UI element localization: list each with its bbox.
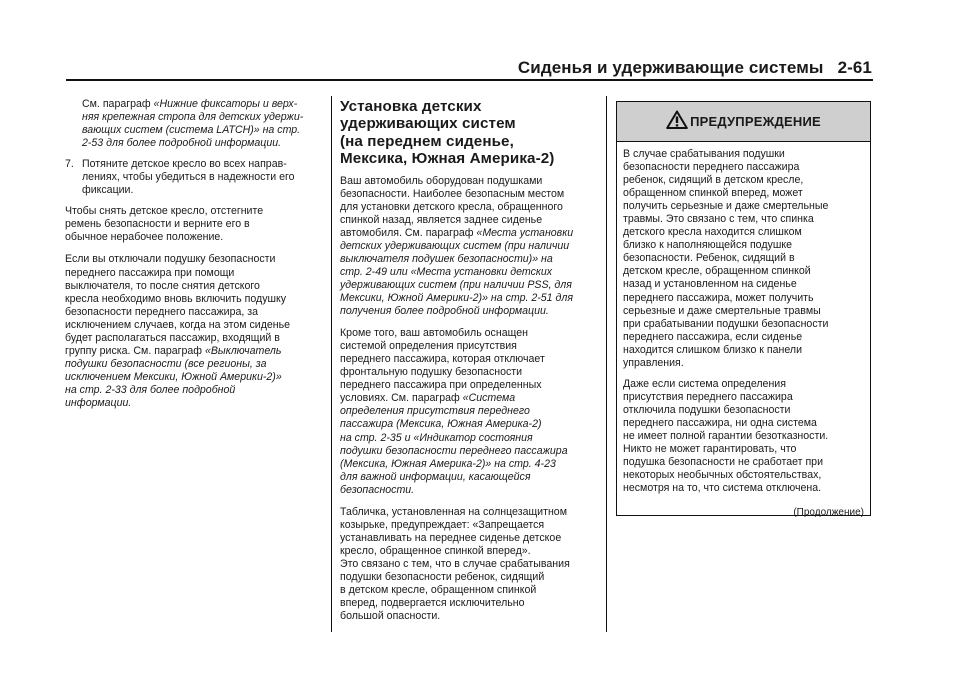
text-line: устанавливать на переднее сиденье детское bbox=[340, 531, 562, 544]
text-line bbox=[82, 137, 325, 150]
spacer bbox=[65, 244, 325, 253]
reference-span: подушки безопасности (все регионы, за bbox=[65, 357, 267, 370]
reference-span: подушки безопасности переднего пассажира bbox=[340, 444, 568, 457]
spacer bbox=[623, 370, 864, 378]
text-line: выключателя, то после снятия детского bbox=[65, 279, 260, 292]
text-line bbox=[82, 98, 325, 111]
warning-paragraph-1 bbox=[623, 148, 864, 370]
text-line: безопасности. Ребенок, сидящий в bbox=[623, 252, 795, 265]
reference-span: вающих систем (система LATCH)» на стр. bbox=[82, 124, 301, 137]
spacer bbox=[65, 197, 325, 205]
paragraph-occupant-sensing bbox=[340, 327, 595, 497]
text-line: Никто не может гарантировать, что bbox=[623, 443, 797, 456]
text-line: безопасности переднего пассажира, за bbox=[65, 305, 259, 318]
text-line: близко к наполняющейся подушке bbox=[623, 239, 792, 252]
text-line: лениях, чтобы убедиться в надежности его bbox=[82, 171, 295, 184]
text-line: фиксации. bbox=[82, 184, 134, 197]
reference-span: (Мексика, Южная Америка-2)» на стр. 4-23 bbox=[340, 457, 556, 470]
text-line bbox=[340, 392, 595, 405]
text-line bbox=[65, 384, 325, 397]
spacer bbox=[340, 318, 595, 327]
heading-line: Мексика, Южная Америка-2) bbox=[340, 150, 555, 168]
text-line bbox=[340, 227, 595, 240]
text-line: спинкой назад, является заднее сиденье bbox=[340, 213, 543, 226]
paragraph-sun-visor-label bbox=[340, 506, 595, 623]
text-line: Это связано с тем, что в случае срабатывания bbox=[340, 557, 570, 570]
reference-span: «Выключатель bbox=[204, 344, 282, 357]
text-line: переднего пассажира, если сиденье bbox=[623, 330, 803, 343]
text-line bbox=[65, 371, 325, 384]
text-span: условиях. См. параграф bbox=[340, 392, 463, 405]
page-header bbox=[500, 58, 872, 78]
text-line: системой определения присутствия bbox=[340, 340, 517, 353]
reference-span: получения более подробной информации. bbox=[340, 305, 549, 318]
paragraph-airbags bbox=[340, 175, 595, 319]
section-heading bbox=[340, 98, 595, 168]
text-line bbox=[340, 279, 595, 292]
reference-span: исключением Мексики, Южной Америки-2)» bbox=[65, 370, 282, 383]
text-line: переднего пассажира при помощи bbox=[65, 266, 235, 279]
text-line: Табличка, установленная на солнцезащитном bbox=[340, 505, 567, 518]
text-span: автомобиля. См. параграф bbox=[340, 226, 477, 239]
text-line bbox=[340, 305, 595, 318]
reference-span: Мексики, Южной Америки-2)» на стр. 2-51 для bbox=[340, 292, 574, 305]
heading-line: Установка детских bbox=[340, 98, 482, 115]
warning-triangle-icon bbox=[666, 110, 688, 129]
text-line bbox=[65, 358, 325, 371]
text-line: присутствия переднего пассажира bbox=[623, 390, 793, 403]
header-rule bbox=[66, 79, 873, 81]
reference-span: удерживающих систем (при наличии PSS, для bbox=[340, 279, 572, 291]
spacer bbox=[340, 497, 595, 506]
text-line: находится слишком близко к панели bbox=[623, 343, 802, 356]
reference-span: безопасности. bbox=[340, 483, 415, 496]
continued-note: (Продолжение) bbox=[793, 507, 864, 519]
text-line bbox=[82, 124, 325, 137]
latch-reference bbox=[65, 98, 325, 150]
middle-column bbox=[340, 98, 595, 623]
reference-span: выключателя подушек безопасности)» на bbox=[340, 252, 553, 265]
text-line: подушка безопасности не сработает при bbox=[623, 456, 823, 469]
text-line bbox=[340, 253, 595, 266]
text-line: травмы. Это связано с тем, что спинка bbox=[623, 213, 814, 226]
text-line: В случае срабатывания подушки bbox=[623, 148, 785, 160]
warning-title: ПРЕДУПРЕЖДЕНИЕ bbox=[690, 114, 821, 129]
text-line: подушки безопасности ребенок, сидящий bbox=[340, 570, 545, 583]
reference-span: 2-53 для более подробной информации. bbox=[82, 137, 282, 150]
text-line bbox=[65, 397, 325, 410]
text-line bbox=[340, 471, 595, 484]
text-line: Потяните детское кресло во всех направ- bbox=[82, 158, 287, 171]
warning-header bbox=[617, 102, 870, 142]
column-divider-right bbox=[606, 96, 607, 632]
text-line: ребенок, сидящий в детском кресле, bbox=[623, 174, 804, 187]
text-line bbox=[340, 458, 595, 471]
text-line: Кроме того, ваш автомобиль оснащен bbox=[340, 327, 528, 340]
text-line bbox=[340, 240, 595, 253]
reference-span: на стр. 2-33 для более подробной bbox=[65, 383, 236, 396]
paragraph-remove-seat bbox=[65, 205, 325, 244]
header-title: Сиденья и удерживающие системы bbox=[517, 58, 824, 77]
reference-span: няя крепежная стропа для детских удержи- bbox=[82, 111, 304, 124]
text-line: Чтобы снять детское кресло, отстегните bbox=[65, 205, 264, 218]
reference-span: «Места установки bbox=[476, 226, 574, 239]
text-line: переднего пассажира, ни одна система bbox=[623, 416, 817, 429]
step-7 bbox=[65, 158, 325, 197]
text-line bbox=[82, 111, 325, 124]
text-line bbox=[340, 432, 595, 445]
text-line: детском кресле, обращенном спинкой bbox=[623, 265, 811, 278]
text-line: не имеет полной гарантии безотказности. bbox=[623, 429, 829, 442]
heading-line: (на переднем сиденье, bbox=[340, 132, 514, 150]
left-column bbox=[65, 98, 325, 410]
text-line: фронтальную подушку безопасности bbox=[340, 366, 523, 379]
page-number: 2-61 bbox=[837, 58, 872, 77]
text-line: переднего пассажира, которая отключает bbox=[340, 353, 545, 366]
warning-paragraph-2 bbox=[623, 378, 864, 495]
warning-box bbox=[616, 101, 871, 519]
text-line: переднего пассажира при определенных bbox=[340, 379, 542, 392]
text-line bbox=[340, 484, 595, 497]
text-line: детского кресла находится слишком bbox=[623, 226, 802, 239]
reference-span: стр. 2-49 или «Места установки детских bbox=[340, 265, 553, 278]
text-line bbox=[340, 445, 595, 458]
text-line: отключила подушки безопасности bbox=[623, 403, 791, 416]
text-line: Если вы отключали подушку безопасности bbox=[65, 253, 276, 266]
reference-span: пассажира (Мексика, Южная Америка-2) bbox=[340, 418, 542, 431]
text-span: См. параграф bbox=[82, 98, 154, 110]
reference-span: на стр. 2-35 и «Индикатор состояния bbox=[340, 431, 533, 444]
text-span: группу риска. См. параграф bbox=[65, 344, 205, 357]
text-line: вперед, подвергается исключительно bbox=[340, 597, 525, 610]
text-line bbox=[340, 405, 595, 418]
text-line bbox=[340, 292, 595, 305]
text-line: Даже если система определения bbox=[623, 377, 786, 390]
reference-span: для важной информации, касающейся bbox=[340, 470, 531, 483]
text-line bbox=[340, 266, 595, 279]
text-line: большой опасности. bbox=[340, 610, 441, 623]
reference-span: «Нижние фиксаторы и верх- bbox=[153, 98, 298, 110]
reference-span: информации. bbox=[65, 396, 132, 409]
heading-line: удерживающих систем bbox=[340, 115, 516, 133]
text-line: управления. bbox=[623, 356, 684, 369]
reference-span: «Система bbox=[462, 392, 516, 405]
spacer bbox=[65, 150, 325, 158]
reference-span: детских удерживающих систем (при наличии bbox=[340, 239, 570, 252]
text-line: несмотря на то, что система отключена. bbox=[623, 482, 822, 495]
column-divider-left bbox=[331, 96, 332, 632]
text-line: некоторых необычных обстоятельствах, bbox=[623, 469, 822, 482]
text-line: козырьке, предупреждает: «Запрещается bbox=[340, 518, 545, 531]
text-line: для установки детского кресла, обращенного bbox=[340, 200, 563, 213]
text-line: кресло, обращенное спинкой вперед». bbox=[340, 544, 531, 557]
text-line: кресла необходимо вновь включить подушку bbox=[65, 292, 287, 305]
text-line: получить серьезные и даже смертельные bbox=[623, 200, 829, 213]
text-line bbox=[340, 418, 595, 431]
text-line: Ваш автомобиль оборудован подушками bbox=[340, 174, 543, 187]
text-line: серьезные и даже смертельные травмы bbox=[623, 304, 821, 317]
text-line bbox=[65, 345, 325, 358]
text-line: назад и установленном на сиденье bbox=[623, 278, 797, 291]
text-line: обычное нерабочее положение. bbox=[65, 231, 224, 244]
step-number: 7. bbox=[65, 158, 74, 171]
paragraph-airbag-switch bbox=[65, 253, 325, 410]
text-line: исключением случаев, когда на этом сиденье bbox=[65, 318, 291, 331]
text-line: обращенном спинкой вперед, может bbox=[623, 187, 803, 200]
warning-body bbox=[617, 142, 870, 519]
text-line: переднего пассажира, может получить bbox=[623, 291, 814, 304]
text-line: безопасности переднего пассажира bbox=[623, 161, 800, 174]
text-line: будет располагаться пассажир, входящий в bbox=[65, 331, 280, 344]
text-line: при срабатывании подушки безопасности bbox=[623, 317, 829, 330]
reference-span: определения присутствия переднего bbox=[340, 405, 530, 418]
text-line: ремень безопасности и верните его в bbox=[65, 218, 250, 231]
text-line: безопасности. Наиболее безопасным местом bbox=[340, 187, 565, 200]
text-line: в детском кресле, обращенном спинкой bbox=[340, 584, 537, 597]
